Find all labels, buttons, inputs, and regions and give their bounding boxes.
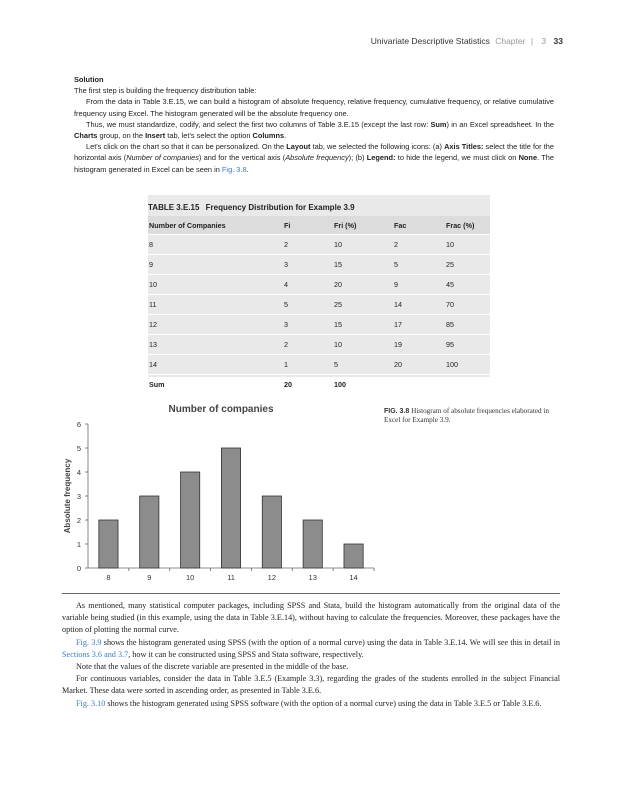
bar-8	[99, 520, 118, 568]
table-cell: 15	[334, 260, 342, 269]
sections-link[interactable]: Sections 3.6 and 3.7	[62, 649, 129, 659]
header-chapter: Chapter	[495, 36, 526, 46]
table-cell: 10	[149, 280, 157, 289]
table-row	[148, 335, 490, 355]
table-sum-row	[148, 375, 490, 395]
lower-paragraph-1: As mentioned, many statistical computer packages, including SPSS and Stata, build the histogram automatically from the original data of the variable being studied (in this example, using the data in Table 3.E.14), without having to calculate the frequencies. Moreover, these packages have the option of plotting the normal curve.	[62, 601, 560, 635]
table-cell: 19	[394, 340, 402, 349]
bar-12	[262, 496, 281, 568]
table-cell	[394, 375, 446, 395]
table-cell: 45	[446, 280, 454, 289]
table-row	[148, 315, 490, 335]
table-cell: 14	[394, 300, 402, 309]
fig-3-10-link[interactable]: Fig. 3.10	[76, 698, 106, 708]
y-tick-label: 1	[76, 540, 81, 549]
histogram-svg	[62, 402, 377, 582]
page-number: 33	[553, 36, 563, 46]
table-cell: Sum	[149, 380, 165, 389]
lower-paragraph-4: For continuous variables, consider the data in Table 3.E.5 (Example 3.3), regarding the grades of the students enrolled in the subject Financial Market. These data were sorted in ascending order, as presented in Table 3.E.6.	[62, 674, 560, 696]
col-header-fi: Fi	[284, 216, 334, 235]
table-cell: 1	[284, 360, 288, 369]
table-cell: 25	[446, 260, 454, 269]
lower-body-text	[62, 600, 560, 710]
table-row	[148, 275, 490, 295]
table-header-row	[148, 216, 490, 235]
table-cell: 11	[149, 300, 157, 309]
y-tick-label: 2	[76, 516, 81, 525]
table-cell: 5	[394, 260, 398, 269]
table-cell	[446, 375, 490, 395]
solution-paragraph-3: Thus, we must standardize, codify, and select the first two columns of Table 3.E.15 (except the last row: Sum) in an Excel spreadsheet. In the Charts group, on the Insert tab, let's select the option Columns.	[74, 119, 554, 141]
running-header	[371, 36, 563, 46]
col-header-frac: Frac (%)	[446, 216, 490, 235]
solution-heading: Solution	[74, 75, 104, 84]
y-tick-label: 6	[76, 420, 81, 429]
lower-paragraph-2: Fig. 3.9 shows the histogram generated using SPSS (with the option of a normal curve) using the data in Table 3.E.14. We will see this in detail in Sections 3.6 and 3.7, how it can be constructed using SPSS and Stata software, respectively.	[62, 637, 560, 659]
x-tick-label: 11	[227, 573, 235, 582]
col-header-fac: Fac	[394, 216, 446, 235]
histogram-chart	[62, 402, 377, 587]
table-cell: 85	[446, 320, 454, 329]
section-divider	[62, 593, 560, 594]
x-tick-label: 14	[349, 573, 358, 582]
table-cell: 5	[334, 360, 338, 369]
table-cell: 3	[284, 320, 288, 329]
col-header-fri: Fri (%)	[334, 216, 394, 235]
table-cell: 10	[446, 240, 454, 249]
table-cell: 14	[149, 360, 157, 369]
col-header-companies: Number of Companies	[148, 216, 284, 235]
y-tick-label: 5	[76, 444, 81, 453]
fig-3-8-link[interactable]: Fig. 3.8	[221, 164, 247, 174]
table-cell: 20	[284, 380, 292, 389]
bar-10	[181, 472, 200, 568]
header-title: Univariate Descriptive Statistics	[370, 36, 490, 46]
table-cell: 100	[446, 360, 458, 369]
bar-9	[140, 496, 159, 568]
figure-caption	[384, 407, 554, 425]
table-cell: 4	[284, 280, 288, 289]
table-cell: 2	[284, 240, 288, 249]
table-cell: 13	[149, 340, 157, 349]
table-cell: 70	[446, 300, 454, 309]
lower-paragraph-3: Note that the values of the discrete variable are presented in the middle of the base.	[76, 662, 349, 672]
table-cell: 2	[394, 240, 398, 249]
table-cell: 5	[284, 300, 288, 309]
table-cell: 100	[334, 380, 346, 389]
solution-paragraph-2: From the data in Table 3.E.15, we can build a histogram of absolute frequency, relative frequency, cumulative frequency, or relative cumulative frequency using Excel. The histogram generated will be the absolute frequency one.	[74, 97, 554, 118]
table-row	[148, 235, 490, 255]
solution-section	[74, 74, 554, 175]
table-title	[148, 203, 355, 212]
table-label: TABLE 3.E.15	[148, 203, 200, 212]
table-cell: 8	[149, 240, 153, 249]
x-tick-label: 13	[308, 573, 317, 582]
solution-paragraph-4: Let's click on the chart so that it can be personalized. On the Layout tab, we selected the following icons: (a) Axis Titles: select the title for the horizontal axis (Number of companies) and for the vertical axis (Absolute frequency); (b) Legend: to hide the legend, we must click on None. The histogram generated in Excel can be seen in Fig. 3.8.	[74, 142, 554, 174]
table-title-text: Frequency Distribution for Example 3.9	[205, 203, 355, 212]
y-tick-label: 3	[76, 492, 81, 501]
table-cell: 3	[284, 260, 288, 269]
solution-paragraph-1: The first step is building the frequency distribution table:	[74, 86, 257, 96]
table-cell: 9	[394, 280, 398, 289]
header-chapter-number: 3	[541, 36, 547, 46]
table-cell: 25	[334, 300, 342, 309]
table-cell: 20	[394, 360, 402, 369]
frequency-table-box	[148, 195, 490, 389]
frequency-table	[148, 216, 490, 394]
table-row	[148, 295, 490, 315]
figure-caption-text: Histogram of absolute frequencies elaborated in Excel for Example 3.9.	[384, 407, 550, 424]
table-cell: 95	[446, 340, 454, 349]
x-tick-label: 12	[267, 573, 277, 582]
bar-13	[303, 520, 322, 568]
y-axis-label: Absolute frequency	[63, 458, 72, 534]
header-separator: |	[530, 36, 534, 46]
x-tick-label: 9	[147, 573, 152, 582]
y-tick-label: 0	[76, 564, 81, 573]
table-cell: 2	[284, 340, 288, 349]
figure-label: FIG. 3.8	[384, 408, 410, 415]
table-cell: 10	[334, 340, 342, 349]
table-row	[148, 355, 490, 375]
lower-paragraph-5: Fig. 3.10 shows the histogram generated using SPSS software (with the option of a normal curve) using the data in Table 3.E.5 or Table 3.E.6.	[76, 698, 542, 708]
y-tick-label: 4	[76, 468, 81, 477]
x-tick-label: 10	[185, 573, 195, 582]
table-row	[148, 255, 490, 275]
x-tick-label: 8	[106, 573, 111, 582]
table-cell: 15	[334, 320, 342, 329]
fig-3-9-link[interactable]: Fig. 3.9	[76, 637, 102, 647]
bar-14	[344, 544, 363, 568]
table-cell: 12	[149, 320, 157, 329]
table-cell: 10	[334, 240, 342, 249]
table-cell: 20	[334, 280, 342, 289]
table-cell: 17	[394, 320, 402, 329]
chart-title: Number of companies	[168, 404, 274, 415]
table-cell: 9	[149, 260, 153, 269]
bar-11	[221, 448, 240, 568]
